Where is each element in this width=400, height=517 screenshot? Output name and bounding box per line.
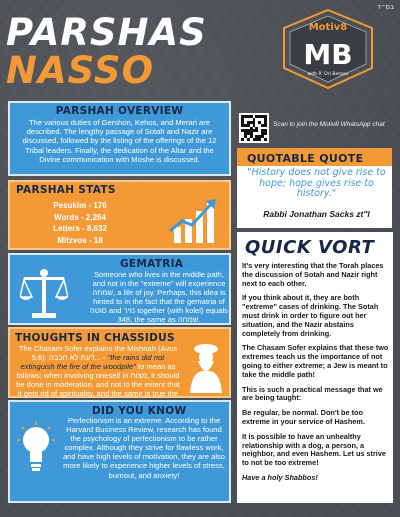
overview-box: [8, 101, 231, 176]
logo-initials: MB: [303, 38, 353, 71]
quick-vort-body: [242, 262, 390, 489]
did-you-know-text: Perfectionism is an extreme. According to the Harvard Business Review, research has found the psychology of perfectionism to be rather complex. Although they strive for flawless work, and have high levels of motivation, they are also more likely to experience higher levels of stress, burnout, and anxiety!: [62, 416, 226, 480]
vort-paragraph: This is such a practical message that we are being taught:: [242, 384, 383, 403]
stats-row: Mitzvos - 18: [57, 235, 103, 245]
date-hebrew: בס״ד: [377, 3, 394, 11]
vort-paragraph: It is possible to have an unhealthy relationship with a dog, a person, a neighbor, and even Hashem. Let us strive to not be too extreme!: [242, 431, 386, 468]
quote-text: "History does not give rise to hope; hope gives rise to history.": [247, 167, 386, 199]
vort-paragraph: It's very interesting that the Torah places the discussion of Sotah and Nazir right next to each other.: [242, 261, 384, 288]
gematria-text: Someone who lives in the middle path, and not in the "extreme" will experience שמחה, a life of joy. Perhaps, this idea is hinted to in the fact that the gematria of סוטה and נזיר together (with kolel) equals 348, the same as שמחה.: [90, 270, 228, 325]
vort-paragraph: If you think about it, they are both "extreme" cases of drinking. The Sotah must drink in order to figure out her situation, and the Nazir abstains completely from drinking.: [242, 293, 379, 338]
quote-author: Rabbi Jonathan Sacks zt"l: [263, 209, 370, 219]
did-you-know-heading: DID YOU KNOW: [92, 405, 187, 417]
rabbi-portrait-icon: [186, 341, 226, 393]
vort-paragraph: The Chasam Sofer explains that these two extremes teach us the importance of not going to either extreme; a Jew is meant to take the middle path!: [242, 343, 389, 379]
chassidus-text-b: to mean as follows; when involving oneself in מצות, it should be done in moderation, and not to the extent that it gets rid of spirituality, and the same is true the: [16, 362, 180, 399]
gematria-heading: GEMATRIA: [120, 258, 184, 270]
gematria-box: [8, 253, 231, 325]
logo-sub: with R' Ori Bergan: [307, 72, 349, 77]
qr-code[interactable]: [239, 113, 269, 143]
did-you-know-box: [8, 400, 231, 503]
stats-row: Pesukim - 176: [53, 201, 107, 210]
vort-paragraph: Be regular, be normal. Don't be too extreme in your service of Hashem.: [242, 408, 365, 426]
lightbulb-icon: [15, 422, 57, 474]
logo-text: Motiv8: [308, 22, 348, 33]
overview-heading: PARSHAH OVERVIEW: [55, 105, 184, 117]
vort-signoff: Have a holy Shabbos!: [242, 472, 318, 482]
stats-box: [8, 180, 231, 250]
page-title-line2: NASSO: [6, 49, 155, 92]
quick-vort-heading: QUICK VORT: [245, 237, 375, 258]
overview-text: The various duties of Gershon, Kehos, and Merari are described. The lengthy passage of Sotah and Nazir are discussed, followed by the listing of the offerings of the 12 Tribal leaders. Finally, the dedication of the Altar and the Divine communication with Moshe is discussed.: [22, 118, 217, 164]
quick-vort-box: [237, 232, 393, 503]
quote-heading: QUOTABLE QUOTE: [247, 152, 364, 165]
scale-icon: [20, 265, 68, 321]
qr-module: [264, 138, 267, 141]
stats-list: [32, 200, 128, 246]
chassidus-text-a: The Chasam Sofer explains the Mishnah (Avos 5:6): דעת לא תכבה... -: [18, 344, 178, 363]
page-title-line1: PARSHAS: [6, 11, 207, 54]
qr-caption: Scan to join the Motiv8 WhatsApp chat: [273, 121, 385, 128]
stats-heading: PARSHAH STATS: [16, 184, 116, 196]
chassidus-text: [14, 344, 182, 408]
stats-row: Letters - 8,632: [53, 224, 107, 234]
chassidus-box: [8, 327, 231, 398]
qr-grid: [241, 115, 267, 141]
motiv8-logo: [276, 8, 380, 90]
stats-row: Words - 2,264: [54, 212, 106, 222]
chassidus-text-quote: "the rains did not extinguish the fire of the woodpile": [20, 353, 165, 372]
chassidus-heading: THOUGHTS IN CHASSIDUS: [15, 332, 175, 344]
growth-chart-icon: [168, 197, 220, 245]
